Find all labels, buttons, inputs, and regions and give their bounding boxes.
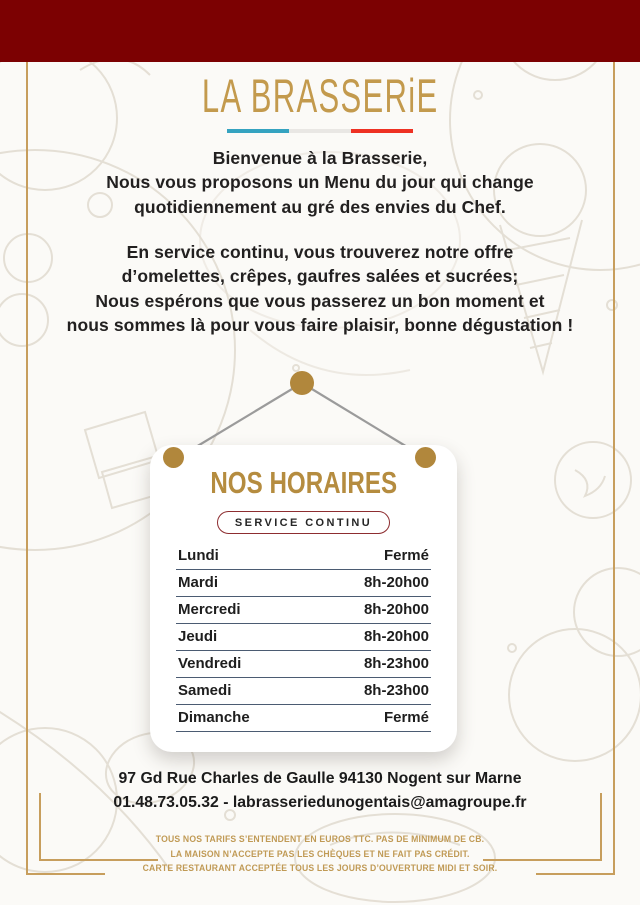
- hours-time: 8h-20h00: [363, 574, 429, 591]
- sign-pin-right: [415, 447, 436, 468]
- hours-row: [176, 705, 431, 732]
- hours-row: [176, 543, 431, 570]
- header-band: [0, 0, 640, 62]
- brand-logo: [0, 70, 640, 122]
- french-flag-underline: [227, 129, 413, 133]
- hours-day: Lundi: [178, 547, 219, 564]
- brand-logo-text: LA BRASSERiE: [201, 69, 439, 122]
- hours-time: 8h-23h00: [363, 682, 429, 699]
- hours-day: Mercredi: [178, 601, 241, 618]
- legal-notes: [30, 833, 610, 877]
- welcome-paragraph: [40, 146, 600, 219]
- sign-title: NOS HORAIRES: [210, 465, 397, 500]
- sign-pin-left: [163, 447, 184, 468]
- hours-row: [176, 570, 431, 597]
- hours-row: [176, 597, 431, 624]
- hours-day: Jeudi: [178, 628, 218, 645]
- hours-time: 8h-23h00: [363, 655, 429, 672]
- legal-note-line: LA MAISON N’ACCEPTE PAS LES CHÈQUES ET NE FAIT PAS CRÉDIT.: [170, 848, 470, 860]
- intro-line: Nous vous proposons un Menu du jour qui change: [106, 172, 534, 193]
- flag-blue-segment: [227, 129, 289, 133]
- hours-day: Mardi: [178, 574, 219, 591]
- address-line: 97 Gd Rue Charles de Gaulle 94130 Nogent sur Marne: [118, 770, 522, 787]
- frame-left-line: [26, 62, 28, 875]
- flag-red-segment: [351, 129, 413, 133]
- hours-time: Fermé: [383, 709, 429, 726]
- offer-line: nous sommes là pour vous faire plaisir, bonne dégustation !: [66, 314, 574, 335]
- hours-day: Samedi: [178, 682, 232, 699]
- offer-line: Nous espérons que vous passerez un bon moment et: [95, 290, 545, 311]
- intro-line: Bienvenue à la Brasserie,: [212, 148, 428, 168]
- hours-day: Vendredi: [178, 655, 242, 672]
- address-block: [40, 767, 600, 814]
- service-paragraph: [40, 240, 600, 337]
- legal-note-line: TOUS NOS TARIFS S’ENTENDENT EN EUROS TTC. PAS DE MINIMUM DE CB.: [155, 834, 485, 845]
- hours-time: 8h-20h00: [363, 601, 429, 618]
- frame-right-line: [613, 62, 615, 875]
- hours-day: Dimanche: [178, 709, 250, 726]
- contact-line: 01.48.73.05.32 - labrasseriedunogentais@amagroupe.fr: [113, 793, 527, 811]
- intro-line: quotidiennement au gré des envies du Chef.: [134, 196, 506, 217]
- offer-line: d’omelettes, crêpes, gaufres salées et sucrées;: [121, 266, 519, 287]
- hours-row: [176, 678, 431, 705]
- hours-time: 8h-20h00: [363, 628, 429, 645]
- hours-time: Fermé: [383, 547, 429, 564]
- legal-note-line: CARTE RESTAURANT ACCEPTÉE TOUS LES JOURS D’OUVERTURE MIDI ET SOIR.: [142, 863, 498, 875]
- hours-row: [176, 651, 431, 678]
- service-continu-badge: SERVICE CONTINU: [217, 511, 390, 534]
- flag-white-segment: [289, 129, 351, 133]
- hours-row: [176, 624, 431, 651]
- hours-table: [176, 543, 431, 732]
- offer-line: En service continu, vous trouverez notre offre: [126, 242, 514, 262]
- sign-nail: [290, 371, 314, 395]
- hours-sign-card: [150, 445, 457, 752]
